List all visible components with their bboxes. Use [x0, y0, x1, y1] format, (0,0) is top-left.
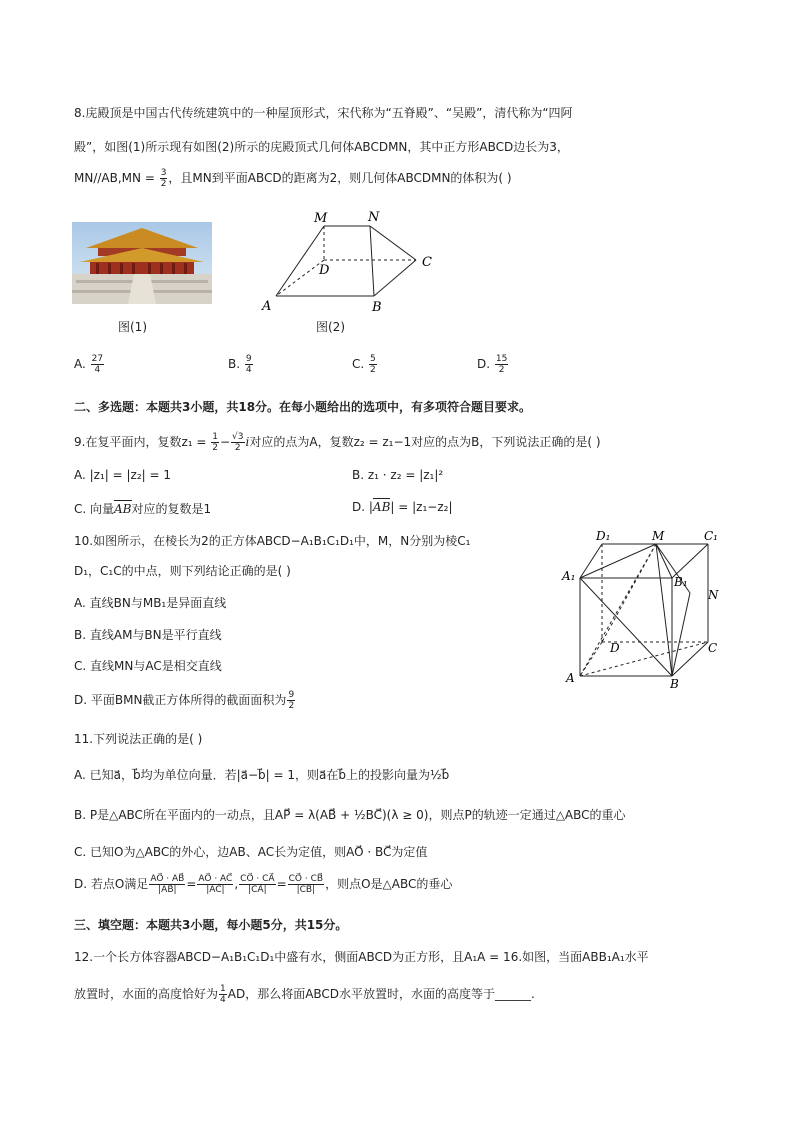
q9-stem: 9.在复平面内，复数z₁ = $\frac{1}{2}$ − $\frac{√3}{2}$ i对应的点为A，复数z₂ = z₁−1对应的点为B，下列说法正确的是( )	[74, 432, 601, 453]
cube-svg	[556, 528, 736, 690]
q11-stem: 11.下列说法正确的是( )	[74, 732, 203, 746]
q11-option-b: B. P是△ABC所在平面内的一动点，且AP⃗ = λ(AB⃗ + ½BC⃗)(λ ≥ 0)，则点P的轨迹一定通过△ABC的重心	[74, 808, 626, 822]
section3-heading: 三、填空题：本题共3小题，每小题5分，共15分。	[74, 918, 348, 932]
palace-photo	[72, 222, 212, 304]
q8-stem-line3	[74, 168, 512, 189]
q10-option-b: B. 直线AM与BN是平行直线	[74, 628, 222, 642]
q10-option-a: A. 直线BN与MB₁是异面直线	[74, 596, 227, 610]
palace-photo-image	[72, 222, 212, 304]
cube-label-a: A	[566, 671, 575, 685]
q10-stem-line2: D₁，C₁C的中点，则下列结论正确的是( )	[74, 564, 291, 578]
q11-option-c: C. 已知O为△ABC的外心，边AB、AC长为定值，则AO⃗ · BC⃗为定值	[74, 845, 428, 859]
fig2-caption: 图(2)	[316, 320, 345, 334]
cube-label-m: M	[652, 529, 665, 543]
vertex-label-a: A	[262, 299, 272, 314]
q8-stem-line3-b: ，且MN到平面ABCD的距离为2，则几何体ABCDMN的体积为( )	[168, 171, 512, 185]
q8-stem-line1: 8.庑殿顶是中国古代传统建筑中的一种屋顶形式，宋代称为“五脊殿”、“吴殿”，清代称为“四阿	[74, 106, 573, 120]
q8-stem-line3-a: MN//AB,MN =	[74, 171, 159, 185]
q9-option-c: C. 向量AB对应的复数是1	[74, 502, 212, 516]
q9-option-d: D. |AB| = |z₁−z₂|	[352, 500, 453, 514]
vertex-label-n: N	[368, 210, 380, 225]
q10-option-d: D. 平面BMN截正方体所得的截面面积为 $\frac{9}{2}$	[74, 690, 295, 711]
q8-geometry-figure	[258, 206, 448, 318]
cube-figure	[556, 528, 736, 690]
cube-label-c: C	[708, 641, 718, 655]
q10-option-c: C. 直线MN与AC是相交直线	[74, 659, 222, 673]
cube-label-n: N	[708, 588, 719, 602]
q8-option-b: B. $\frac{9}{4}$	[228, 354, 252, 375]
cube-label-a1: A₁	[562, 569, 576, 583]
cube-label-d1: D₁	[596, 529, 611, 543]
q8-option-c: C. $\frac{5}{2}$	[352, 354, 376, 375]
q10-stem-line1: 10.如图所示，在棱长为2的正方体ABCD−A₁B₁C₁D₁中，M，N分别为棱C₁	[74, 534, 471, 548]
q8-fraction: $\frac{3}{2}$	[160, 168, 167, 189]
q9-option-a: A. |z₁| = |z₂| = 1	[74, 468, 172, 482]
q9-option-b: B. z₁ · z₂ = |z₁|²	[352, 468, 444, 482]
q11-option-d: D. 若点O满足 $\frac{AO⃗ \cdot AB⃗}{|AB⃗|}$ = $\frac{AO⃗ \cdot AC⃗}{|AC⃗|}$ , $\frac{CO⃗ \cdot CA⃗}{|CA⃗|}$ = $\frac{CO⃗ \cdot CB⃗}{|CB⃗|}$ ，则点O是△ABC的垂心	[74, 874, 453, 895]
cube-label-c1: C₁	[704, 529, 718, 543]
cube-label-b: B	[670, 677, 679, 690]
q12-stem-line1: 12.一个长方体容器ABCD−A₁B₁C₁D₁中盛有水，侧面ABCD为正方形，且A₁A = 16.如图，当面ABB₁A₁水平	[74, 950, 649, 964]
cube-label-b1: B₁	[674, 575, 688, 589]
fig1-caption: 图(1)	[118, 320, 147, 334]
vertex-label-b: B	[372, 300, 382, 315]
vertex-label-m: M	[314, 211, 328, 226]
vertex-label-d: D	[319, 263, 330, 278]
q8-stem-line2: 殿”，如图(1)所示现有如图(2)所示的庑殿顶式几何体ABCDMN，其中正方形ABCD边长为3，	[74, 140, 569, 154]
q12-stem-line2: 放置时，水面的高度恰好为 $\frac{1}{4}$ AD，那么将面ABCD水平放置时，水面的高度等于______.	[74, 984, 535, 1005]
cube-label-d: D	[610, 641, 620, 655]
section2-heading: 二、多选题：本题共3小题，共18分。在每小题给出的选项中，有多项符合题目要求。	[74, 400, 532, 414]
q8-geometry-svg	[258, 206, 448, 318]
q8-option-a: A. $\frac{27}{4}$	[74, 354, 104, 375]
q11-option-a: A. 已知a⃗，b⃗均为单位向量．若|a⃗−b⃗| = 1，则a⃗在b⃗上的投影向量为½b⃗	[74, 768, 450, 782]
vertex-label-c: C	[422, 255, 432, 270]
q8-option-d: D. $\frac{15}{2}$	[477, 354, 508, 375]
